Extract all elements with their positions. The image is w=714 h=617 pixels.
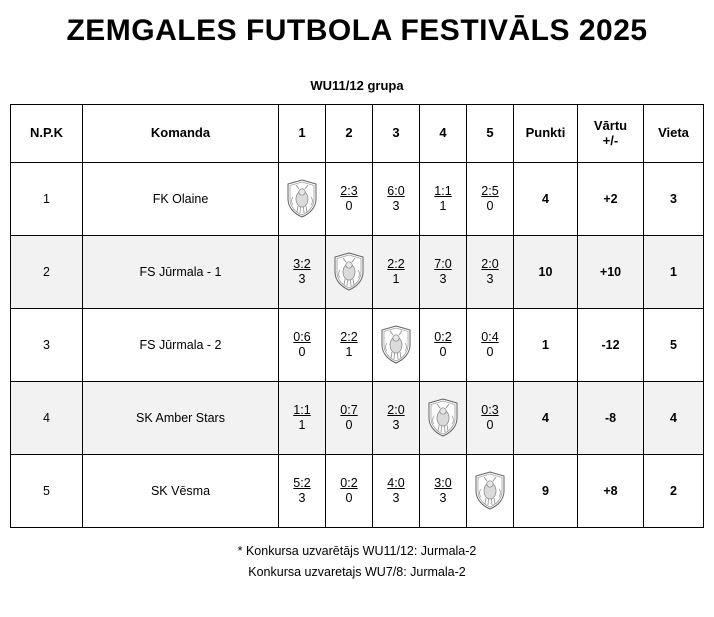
result-score: 4:0: [387, 475, 405, 490]
result-points: 1: [298, 418, 306, 433]
goal-difference-value: +10: [578, 236, 644, 309]
result-score: 3:0: [434, 475, 452, 490]
result-score: 0:4: [481, 329, 499, 344]
result-cell: [373, 163, 420, 236]
club-crest-icon: [379, 325, 413, 365]
table-row: [11, 163, 704, 236]
standings-table: [10, 104, 704, 528]
result-points: 0: [345, 199, 353, 214]
result-cell: [279, 455, 326, 528]
footnotes: [0, 541, 714, 582]
header-round-3: 3: [373, 105, 420, 163]
result-points: 3: [439, 272, 447, 287]
result-cell: [326, 309, 373, 382]
result-score: 2:0: [481, 256, 499, 271]
result-points: 3: [439, 491, 447, 506]
result-score: 2:0: [387, 402, 405, 417]
result-points: 3: [298, 272, 306, 287]
result-points: 3: [392, 199, 400, 214]
result-cell: [326, 163, 373, 236]
result-cell: [420, 163, 467, 236]
place-value: 4: [644, 382, 704, 455]
team-name: FS Jūrmala - 1: [83, 236, 279, 309]
result-cell: [326, 455, 373, 528]
points-value: 9: [514, 455, 578, 528]
header-points: Punkti: [514, 105, 578, 163]
club-crest-icon: [332, 252, 366, 292]
result-score: 2:5: [481, 183, 499, 198]
result-cell: [467, 309, 514, 382]
footnote-line-1: * Konkursa uzvarētājs WU11/12: Jurmala-2: [237, 544, 477, 559]
result-points: 0: [345, 418, 353, 433]
document-page: [0, 12, 714, 617]
row-number: 3: [11, 309, 83, 382]
result-score: 0:7: [340, 402, 358, 417]
result-cell-self: [420, 382, 467, 455]
team-name: FS Jūrmala - 2: [83, 309, 279, 382]
result-cell: [467, 236, 514, 309]
result-score: 2:2: [387, 256, 405, 271]
result-cell: [373, 455, 420, 528]
result-points: 0: [486, 199, 494, 214]
result-cell: [467, 382, 514, 455]
result-cell: [326, 382, 373, 455]
result-cell: [279, 382, 326, 455]
table-body: [11, 163, 704, 528]
result-points: 1: [439, 199, 447, 214]
header-goal-difference: [578, 105, 644, 163]
page-title: ZEMGALES FUTBOLA FESTIVĀLS 2025: [66, 14, 648, 47]
result-score: 0:2: [340, 475, 358, 490]
table-header-row: [11, 105, 704, 163]
goal-difference-value: +8: [578, 455, 644, 528]
place-value: 1: [644, 236, 704, 309]
result-cell-self: [467, 455, 514, 528]
team-name: SK Vēsma: [83, 455, 279, 528]
result-cell-self: [279, 163, 326, 236]
result-score: 6:0: [387, 183, 405, 198]
result-cell-self: [373, 309, 420, 382]
result-score: 0:6: [293, 329, 311, 344]
result-points: 3: [486, 272, 494, 287]
result-points: 0: [486, 418, 494, 433]
result-cell: [279, 236, 326, 309]
header-round-2: 2: [326, 105, 373, 163]
result-cell: [420, 455, 467, 528]
result-points: 0: [345, 491, 353, 506]
result-points: 0: [298, 345, 306, 360]
points-value: 4: [514, 382, 578, 455]
result-score: 0:3: [481, 402, 499, 417]
points-value: 1: [514, 309, 578, 382]
result-points: 3: [392, 418, 400, 433]
header-goal-difference-line2: +/-: [602, 132, 619, 148]
place-value: 2: [644, 455, 704, 528]
table-row: [11, 236, 704, 309]
result-cell: [373, 236, 420, 309]
header-round-4: 4: [420, 105, 467, 163]
result-cell: [373, 382, 420, 455]
result-cell-self: [326, 236, 373, 309]
row-number: 1: [11, 163, 83, 236]
header-npk: N.P.K: [11, 105, 83, 163]
result-score: 2:3: [340, 183, 358, 198]
goal-difference-value: -8: [578, 382, 644, 455]
place-value: 3: [644, 163, 704, 236]
result-cell: [467, 163, 514, 236]
result-cell: [420, 236, 467, 309]
points-value: 4: [514, 163, 578, 236]
header-place: Vieta: [644, 105, 704, 163]
club-crest-icon: [285, 179, 319, 219]
result-points: 3: [298, 491, 306, 506]
row-number: 4: [11, 382, 83, 455]
goal-difference-value: +2: [578, 163, 644, 236]
result-score: 0:2: [434, 329, 452, 344]
result-score: 2:2: [340, 329, 358, 344]
result-score: 1:1: [293, 402, 311, 417]
result-score: 5:2: [293, 475, 311, 490]
footnote-line-2: Konkursa uzvaretajs WU7/8: Jurmala-2: [248, 565, 466, 580]
points-value: 10: [514, 236, 578, 309]
place-value: 5: [644, 309, 704, 382]
team-name: FK Olaine: [83, 163, 279, 236]
row-number: 5: [11, 455, 83, 528]
team-name: SK Amber Stars: [83, 382, 279, 455]
table-row: [11, 382, 704, 455]
goal-difference-value: -12: [578, 309, 644, 382]
header-round-5: 5: [467, 105, 514, 163]
table-row: [11, 309, 704, 382]
result-points: 0: [486, 345, 494, 360]
group-subtitle: WU11/12 grupa: [310, 78, 404, 94]
header-goal-difference-line1: Vārtu: [593, 117, 628, 133]
table-row: [11, 455, 704, 528]
club-crest-icon: [426, 398, 460, 438]
result-cell: [279, 309, 326, 382]
result-score: 1:1: [434, 183, 452, 198]
club-crest-icon: [473, 471, 507, 511]
row-number: 2: [11, 236, 83, 309]
header-round-1: 1: [279, 105, 326, 163]
result-score: 3:2: [293, 256, 311, 271]
result-score: 7:0: [434, 256, 452, 271]
result-cell: [420, 309, 467, 382]
result-points: 1: [392, 272, 400, 287]
result-points: 1: [345, 345, 353, 360]
header-team: Komanda: [83, 105, 279, 163]
result-points: 0: [439, 345, 447, 360]
result-points: 3: [392, 491, 400, 506]
